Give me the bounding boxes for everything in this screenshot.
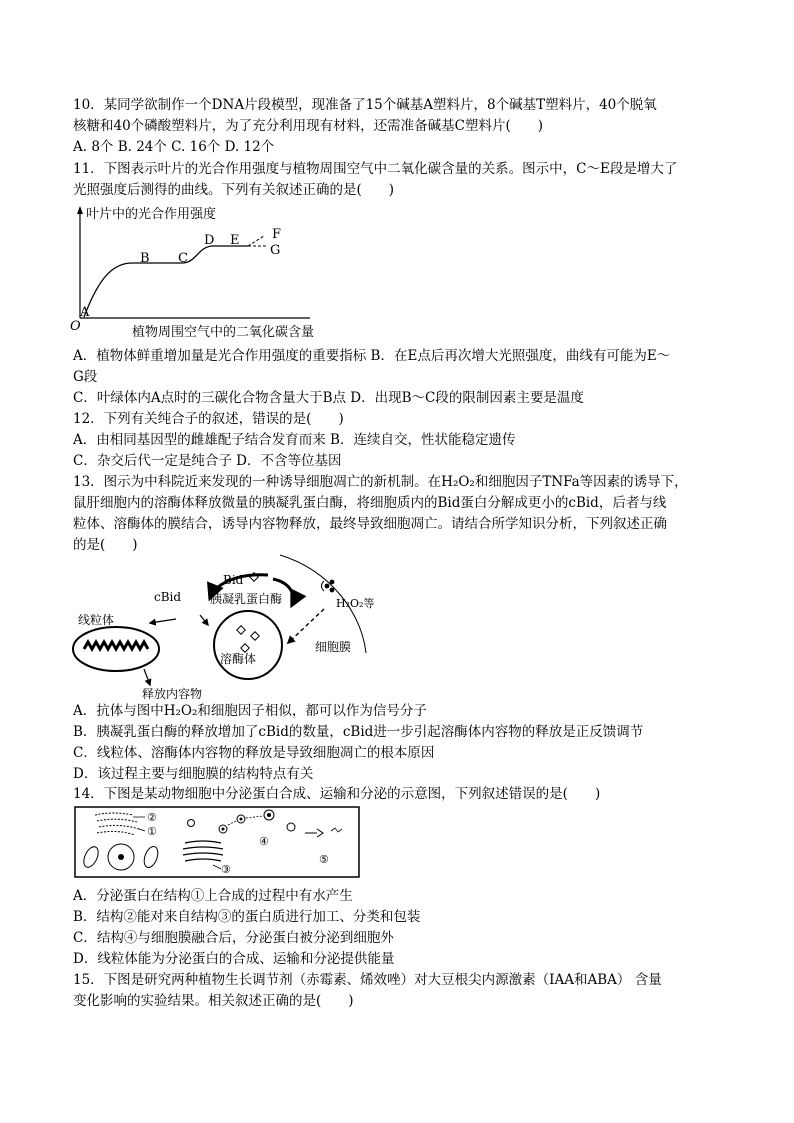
q11-optab-line1: A．植物体鲜重增加量是光合作用强度的重要指标 B．在E点后再次增大光照强度，曲线有可能为E～ xyxy=(73,348,671,364)
point-e: E xyxy=(230,233,240,248)
q13-line4: 的是( ) xyxy=(73,537,138,553)
graph-curve xyxy=(84,246,248,317)
q10-options: A. 8个 B. 24个 C. 16个 D. 12个 xyxy=(73,139,275,155)
curve-branch-f xyxy=(248,236,264,246)
point-a: A xyxy=(80,305,90,320)
point-g: G xyxy=(270,243,281,258)
q15-line1: 15．下图是研究两种植物生长调节剂（赤霉素、烯效唑）对大豆根尖内源激素（IAA和ABA） 含量 xyxy=(73,972,662,988)
q15-line2: 变化影响的实验结果。相关叙述正确的是( ) xyxy=(73,993,354,1009)
q12-stem: 12．下列有关纯合子的叙述，错误的是( ) xyxy=(73,411,344,427)
point-d: D xyxy=(204,233,215,248)
point-b: B xyxy=(140,251,150,266)
q13-line3: 粒体、溶酶体的膜结合，诱导内容物释放，最终导致细胞凋亡。请结合所学知识分析，下列叙述正确 xyxy=(73,516,667,532)
q14-opta: A．分泌蛋白在结构①上合成的过程中有水产生 xyxy=(73,888,353,904)
q14-optc: C．结构④与细胞膜融合后，分泌蛋白被分泌到细胞外 xyxy=(73,930,394,946)
q12-optcd: C．杂交后代一定是纯合子 D．不含等位基因 xyxy=(73,453,342,469)
label-3: ③ xyxy=(221,863,231,876)
q11-optab-line2: G段 xyxy=(73,369,98,385)
q14-optd: D．线粒体能为分泌蛋白的合成、运输和分泌提供能量 xyxy=(73,951,395,967)
graph-origin: O xyxy=(70,319,81,334)
cbid-label: cBid xyxy=(154,590,182,604)
q12-optab: A．由相同基因型的雌雄配子结合发育而来 B．连续自交，性状能稳定遗传 xyxy=(73,432,516,448)
label-4: ④ xyxy=(259,835,269,848)
q10-line2: 核糖和40个磷酸塑料片，为了充分利用现有材料，还需准备碱基C塑料片( ) xyxy=(73,118,544,134)
q13-line2: 鼠肝细胞内的溶酶体释放微量的胰凝乳蛋白酶，将细胞质内的Bid蛋白分解成更小的cBid，后者与线 xyxy=(73,495,667,511)
graph-xlabel: 植物周围空气中的二氧化碳含量 xyxy=(132,325,315,340)
q13-optd: D．该过程主要与细胞膜的结构特点有关 xyxy=(73,766,314,782)
graph-ylabel: 叶片中的光合作用强度 xyxy=(86,207,217,222)
lysosome xyxy=(214,611,282,679)
enzyme-label: 胰凝乳蛋白酶 xyxy=(210,592,283,606)
apoptosis-diagram xyxy=(70,553,410,701)
q14-stem: 14．下图是某动物细胞中分泌蛋白合成、运输和分泌的示意图，下列叙述错误的是( ) xyxy=(73,786,601,802)
q11-line2: 光照强度后测得的曲线。下列有关叙述正确的是( ) xyxy=(73,182,395,198)
bid-label: Bid xyxy=(223,573,244,587)
q11-optcd: C．叶绿体内A点时的三碳化合物含量大于B点 D．出现B～C段的限制因素主要是温度 xyxy=(73,390,584,406)
q13-line1: 13．图示为中科院近来发现的一种诱导细胞凋亡的新机制。在H₂O₂和细胞因子TNFa等因素的诱导下， xyxy=(73,474,688,490)
q13-opta: A．抗体与图中H₂O₂和细胞因子相似，都可以作为信号分子 xyxy=(73,703,427,719)
q10-line1: 10．某同学欲制作一个DNA片段模型，现准备了15个碱基A塑料片，8个碱基T塑料片，40个脱氧 xyxy=(73,97,657,113)
membrane-label: 细胞膜 xyxy=(315,640,352,654)
q14-optb: B．结构②能对来自结构③的蛋白质进行加工、分类和包装 xyxy=(73,909,421,925)
label-5: ⑤ xyxy=(319,853,329,866)
label-2: ② xyxy=(147,811,157,824)
photosynthesis-graph xyxy=(70,200,370,342)
point-c: C xyxy=(178,251,188,266)
secretion-diagram xyxy=(73,805,363,881)
mito-label: 线粒体 xyxy=(78,613,115,627)
y-axis-arrow xyxy=(77,206,83,214)
release-label: 释放内容物 xyxy=(142,687,203,701)
lyso-label: 溶酶体 xyxy=(220,652,257,666)
h2o2-induce-arrow xyxy=(288,609,324,643)
q13-optb: B．胰凝乳蛋白酶的释放增加了cBid的数量，cBid进一步引起溶酶体内容物的释放是正反馈调节 xyxy=(73,724,644,740)
q13-optc: C．线粒体、溶酶体内容物的释放是导致细胞凋亡的根本原因 xyxy=(73,745,435,761)
q11-line1: 11．下图表示叶片的光合作用强度与植物周围空气中二氧化碳含量的关系。图示中，C～E段是增大了 xyxy=(73,161,678,177)
point-f: F xyxy=(272,227,282,242)
h2o2-label: H₂O₂等 xyxy=(336,597,375,610)
label-1: ① xyxy=(147,825,157,838)
